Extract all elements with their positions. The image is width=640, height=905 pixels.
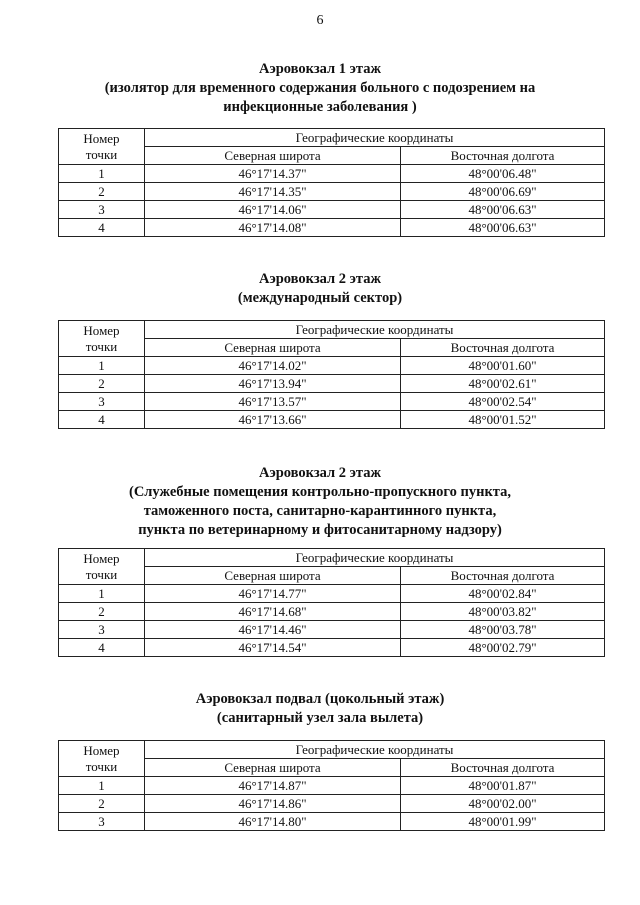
longitude-cell: 48°00'02.54" [401,393,605,411]
header-label: точки [85,566,118,582]
title-line: Аэровокзал 2 этаж [258,271,381,287]
section-floor1-isolator [0,60,640,117]
longitude-cell: 48°00'02.00" [401,795,605,813]
header-label: Номер [83,130,120,146]
north-lat-header: Северная широта [145,147,401,165]
longitude-cell: 48°00'03.78" [401,621,605,639]
header-label: точки [85,338,118,354]
longitude-cell: 48°00'02.61" [401,375,605,393]
point-number-cell: 4 [59,411,145,429]
geo-coords-header: Географические координаты [145,129,605,147]
point-number-cell: 2 [59,603,145,621]
header-label: Номер [83,742,120,758]
point-number-cell: 1 [59,165,145,183]
title-line: (санитарный узел зала вылета) [216,710,424,726]
table-row [59,777,605,795]
north-lat-header: Северная широта [145,759,401,777]
longitude-cell: 48°00'01.52" [401,411,605,429]
latitude-cell: 46°17'14.02" [145,357,401,375]
latitude-cell: 46°17'14.06" [145,201,401,219]
longitude-cell: 48°00'01.60" [401,357,605,375]
longitude-cell: 48°00'01.99" [401,813,605,831]
table-row [59,585,605,603]
table-row [59,393,605,411]
table-row [59,375,605,393]
longitude-cell: 48°00'06.63" [401,201,605,219]
latitude-cell: 46°17'14.54" [145,639,401,657]
title-line: Аэровокзал 2 этаж [258,465,381,481]
point-number-header [59,549,145,585]
title-line: Аэровокзал 1 этаж [258,61,381,77]
table-row [59,411,605,429]
latitude-cell: 46°17'14.35" [145,183,401,201]
section-floor2-service [0,464,640,540]
point-number-cell: 1 [59,357,145,375]
coordinates-table [58,548,605,657]
east-lon-header: Восточная долгота [401,759,605,777]
header-label: точки [85,146,118,162]
table-header-row [59,741,605,759]
point-number-header [59,321,145,357]
title-line: (Служебные помещения контрольно-пропускного пункта, [129,484,511,500]
title-line: пункта по ветеринарному и фитосанитарному надзору) [138,522,502,538]
longitude-cell: 48°00'03.82" [401,603,605,621]
section-basement [0,690,640,728]
section-title [0,690,640,728]
header-label: точки [85,758,118,774]
table-row [59,183,605,201]
latitude-cell: 46°17'13.66" [145,411,401,429]
east-lon-header: Восточная долгота [401,339,605,357]
table-header-row [59,321,605,339]
point-number-cell: 4 [59,219,145,237]
coordinates-table [58,320,605,429]
point-number-cell: 1 [59,777,145,795]
north-lat-header: Северная широта [145,567,401,585]
longitude-cell: 48°00'06.63" [401,219,605,237]
page-number: 6 [316,13,324,28]
section-title [0,464,640,540]
latitude-cell: 46°17'13.57" [145,393,401,411]
table-row [59,357,605,375]
coordinates-table [58,128,605,237]
coordinates-table [58,740,605,831]
table-row [59,813,605,831]
table-row [59,795,605,813]
table-row [59,621,605,639]
table-row [59,603,605,621]
north-lat-header: Северная широта [145,339,401,357]
title-line: инфекционные заболевания ) [223,99,417,115]
latitude-cell: 46°17'14.37" [145,165,401,183]
title-line: Аэровокзал подвал (цокольный этаж) [195,691,445,707]
title-line: (изолятор для временного содержания больного с подозрением на [104,80,536,96]
title-line: (международный сектор) [237,290,403,306]
table-row [59,165,605,183]
point-number-cell: 1 [59,585,145,603]
latitude-cell: 46°17'14.86" [145,795,401,813]
point-number-cell: 2 [59,795,145,813]
east-lon-header: Восточная долгота [401,147,605,165]
table-header-row [59,549,605,567]
longitude-cell: 48°00'01.87" [401,777,605,795]
geo-coords-header: Географические координаты [145,741,605,759]
header-label: Номер [83,550,120,566]
point-number-header [59,741,145,777]
latitude-cell: 46°17'14.08" [145,219,401,237]
latitude-cell: 46°17'13.94" [145,375,401,393]
table-row [59,219,605,237]
table-row [59,201,605,219]
section-title [0,270,640,308]
point-number-cell: 4 [59,639,145,657]
point-number-cell: 3 [59,621,145,639]
longitude-cell: 48°00'02.84" [401,585,605,603]
title-line: таможенного поста, санитарно-карантинного пункта, [143,503,497,519]
header-label: Номер [83,322,120,338]
longitude-cell: 48°00'06.69" [401,183,605,201]
longitude-cell: 48°00'06.48" [401,165,605,183]
point-number-cell: 2 [59,183,145,201]
table-row [59,639,605,657]
latitude-cell: 46°17'14.46" [145,621,401,639]
section-title [0,60,640,117]
latitude-cell: 46°17'14.68" [145,603,401,621]
latitude-cell: 46°17'14.87" [145,777,401,795]
point-number-cell: 3 [59,813,145,831]
table-header-row [59,129,605,147]
point-number-header [59,129,145,165]
latitude-cell: 46°17'14.80" [145,813,401,831]
point-number-cell: 3 [59,393,145,411]
point-number-cell: 3 [59,201,145,219]
geo-coords-header: Географические координаты [145,549,605,567]
geo-coords-header: Географические координаты [145,321,605,339]
latitude-cell: 46°17'14.77" [145,585,401,603]
longitude-cell: 48°00'02.79" [401,639,605,657]
point-number-cell: 2 [59,375,145,393]
east-lon-header: Восточная долгота [401,567,605,585]
section-floor2-international [0,270,640,308]
